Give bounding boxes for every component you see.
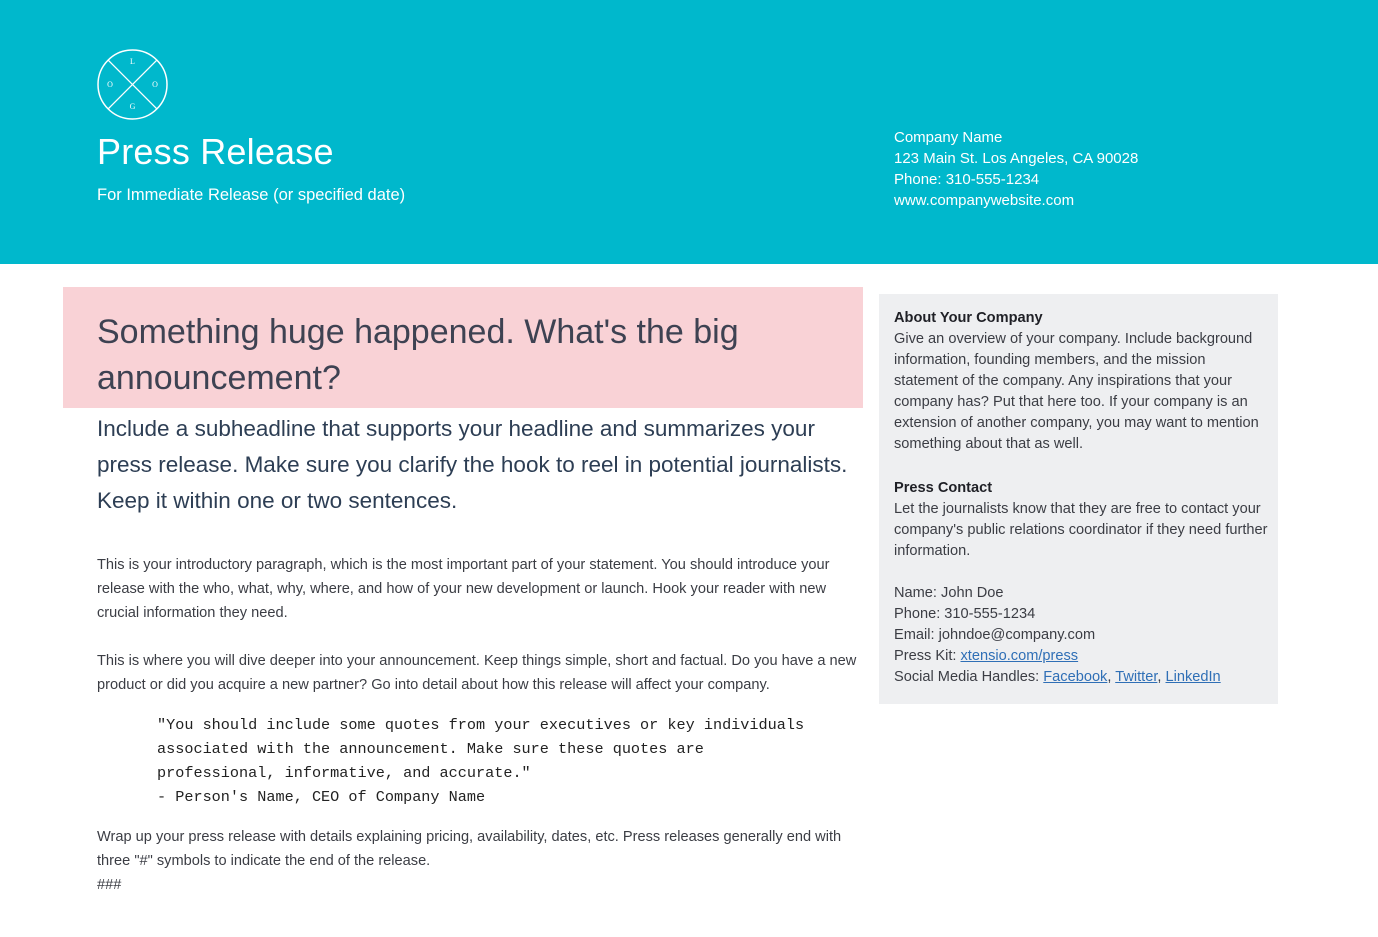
logo-letter-o-right: O xyxy=(152,80,158,89)
detail-paragraph: This is where you will dive deeper into your announcement. Keep things simple, short and factual. Do you have a new product or did you acquire a new partner? Go into detail about how this release will affect your company. xyxy=(97,653,857,693)
contact-phone: Phone: 310-555-1234 xyxy=(894,606,1036,622)
about-section xyxy=(894,308,1269,455)
press-kit-row xyxy=(894,646,1269,667)
quote-line: associated with the announcement. Make sure these quotes are xyxy=(157,740,704,758)
sidebar-panel xyxy=(879,294,1278,704)
about-heading: About Your Company xyxy=(894,310,1043,326)
header-banner xyxy=(0,0,1378,264)
page-title: Press Release xyxy=(97,131,334,172)
company-address: 123 Main St. Los Angeles, CA 90028 xyxy=(894,150,1139,167)
press-kit-label: Press Kit: xyxy=(894,648,961,664)
company-name: Company Name xyxy=(894,129,1003,146)
quote-line: "You should include some quotes from your executives or key individuals xyxy=(157,716,805,734)
headline: Something huge happened. What's the big announcement? xyxy=(97,313,739,397)
press-kit-link[interactable]: xtensio.com/press xyxy=(960,648,1079,664)
quote-attribution: - Person's Name, CEO of Company Name xyxy=(157,788,486,806)
linkedin-link[interactable]: LinkedIn xyxy=(1165,669,1221,685)
facebook-link[interactable]: Facebook xyxy=(1043,669,1108,685)
closing-paragraph: Wrap up your press release with details explaining pricing, availability, dates, etc. Press releases generally end with three "#" symbols to indicate the end of the release. xyxy=(97,829,842,869)
separator: , xyxy=(1107,669,1116,685)
company-info xyxy=(894,127,1138,211)
headline-highlight xyxy=(63,287,863,408)
logo-letter-l: L xyxy=(130,57,135,66)
release-date-note: For Immediate Release (or specified date) xyxy=(97,186,406,204)
separator: , xyxy=(1157,669,1166,685)
twitter-link[interactable]: Twitter xyxy=(1115,669,1158,685)
subheadline: Include a subheadline that supports your headline and summarizes your press release. Make sure you clarify the hook to reel in potential journalists. Keep it within one or two sentences. xyxy=(97,416,848,513)
quote-line: professional, informative, and accurate." xyxy=(157,764,531,782)
intro-paragraph: This is your introductory paragraph, which is the most important part of your statement. You should introduce your release with the who, what, why, where, and how of your new development or launch. Hook your reader with new crucial information they need. xyxy=(97,557,830,621)
logo-letter-o-left: O xyxy=(107,80,113,89)
logo xyxy=(96,48,169,121)
social-media-label: Social Media Handles: xyxy=(894,669,1044,685)
press-contact-text: Let the journalists know that they are free to contact your company's public relations coordinator if they need further information. xyxy=(894,501,1268,559)
contact-name: Name: John Doe xyxy=(894,585,1004,601)
press-contact-heading: Press Contact xyxy=(894,480,993,496)
end-mark: ### xyxy=(97,877,122,893)
company-phone: Phone: 310-555-1234 xyxy=(894,171,1040,188)
logo-letter-g: G xyxy=(129,102,136,111)
company-website: www.companywebsite.com xyxy=(894,192,1075,209)
contact-details xyxy=(894,583,1269,688)
about-text: Give an overview of your company. Include background information, founding members, and the mission statement of the company. Any inspirations that your company has? Put that here too. If your company is an extension of another company, you may want to mention something about that as well. xyxy=(894,331,1259,452)
contact-email: Email: johndoe@company.com xyxy=(894,627,1096,643)
press-contact-section xyxy=(894,478,1269,562)
executive-quote xyxy=(157,713,857,809)
social-media-row xyxy=(894,667,1269,688)
